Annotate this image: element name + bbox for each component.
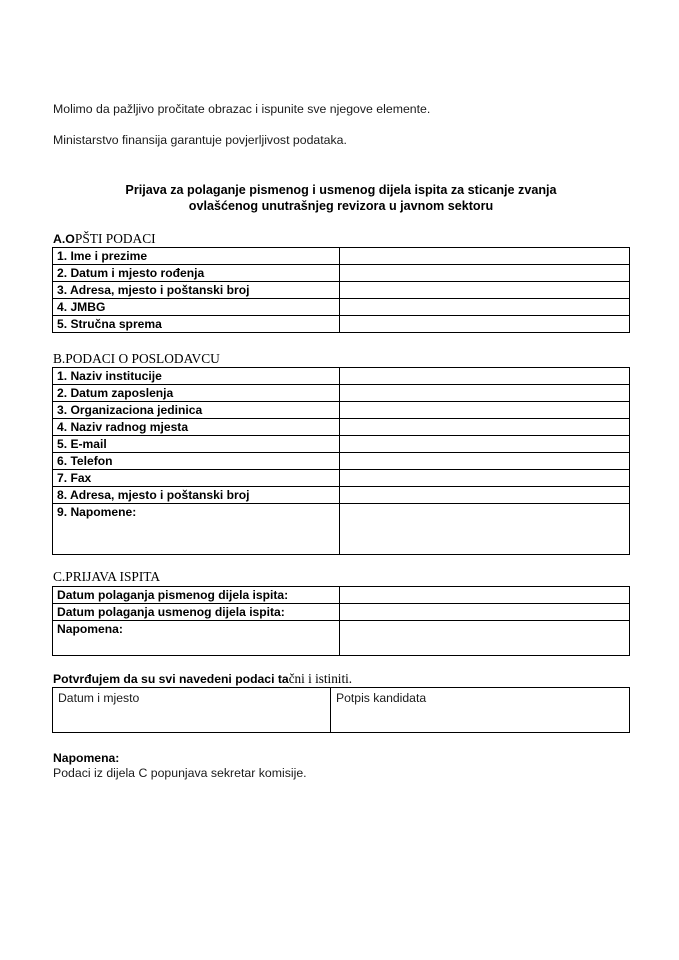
confirmation-serif-part: čni i istiniti. — [288, 671, 353, 686]
field-value[interactable] — [340, 621, 630, 656]
intro-line-2: Ministarstvo finansija garantuje povjerljivost podataka. — [53, 133, 347, 147]
field-value[interactable] — [340, 453, 630, 470]
table-row — [53, 402, 630, 419]
section-a-heading-prefix: A.O — [53, 232, 75, 246]
field-value[interactable] — [340, 504, 630, 555]
table-row — [53, 621, 630, 656]
table-section-c — [52, 586, 630, 656]
section-b-heading: B.PODACI O POSLODAVCU — [53, 351, 220, 366]
field-label: 8. Adresa, mjesto i poštanski broj — [53, 487, 340, 504]
field-value[interactable] — [340, 402, 630, 419]
table-row — [53, 604, 630, 621]
field-value[interactable] — [340, 419, 630, 436]
document-title-line-1: Prijava za polaganje pismenog i usmenog dijela ispita za sticanje zvanja — [125, 183, 557, 197]
field-label: Datum polaganja usmenog dijela ispita: — [53, 604, 340, 621]
field-label: 7. Fax — [53, 470, 340, 487]
signature-cell[interactable]: Potpis kandidata — [331, 688, 630, 733]
field-value[interactable] — [340, 587, 630, 604]
field-value[interactable] — [340, 248, 630, 265]
table-section-a — [52, 247, 630, 333]
field-label: 5. E-mail — [53, 436, 340, 453]
footnote-title: Napomena: — [53, 751, 120, 765]
field-value[interactable] — [340, 487, 630, 504]
field-value[interactable] — [340, 436, 630, 453]
table-signature — [52, 687, 630, 733]
intro-line-1: Molimo da pažljivo pročitate obrazac i ispunite sve njegove elemente. — [53, 102, 431, 116]
date-place-cell[interactable]: Datum i mjesto — [53, 688, 331, 733]
section-c-heading: C.PRIJAVA ISPITA — [53, 569, 161, 584]
table-row — [53, 688, 630, 733]
confirmation-bold-part: Potvrđujem da su svi navedeni podaci ta — [53, 672, 289, 686]
field-label: 2. Datum i mjesto rođenja — [53, 265, 340, 282]
field-label: 1. Naziv institucije — [53, 368, 340, 385]
document-title-line-2: ovlašćenog unutrašnjeg revizora u javnom sektoru — [188, 199, 494, 213]
table-row — [53, 436, 630, 453]
footnote-body: Podaci iz dijela C popunjava sekretar komisije. — [53, 766, 307, 780]
field-value[interactable] — [340, 265, 630, 282]
table-row — [53, 487, 630, 504]
table-row — [53, 419, 630, 436]
field-label: 4. Naziv radnog mjesta — [53, 419, 340, 436]
field-label: 3. Adresa, mjesto i poštanski broj — [53, 282, 340, 299]
field-label: 6. Telefon — [53, 453, 340, 470]
section-a-heading — [53, 231, 156, 247]
field-label: 9. Napomene: — [53, 504, 340, 555]
table-row — [53, 453, 630, 470]
table-row — [53, 248, 630, 265]
field-label: 3. Organizaciona jedinica — [53, 402, 340, 419]
field-value[interactable] — [340, 385, 630, 402]
field-label: 1. Ime i prezime — [53, 248, 340, 265]
field-value[interactable] — [340, 604, 630, 621]
table-row — [53, 368, 630, 385]
field-value[interactable] — [340, 368, 630, 385]
section-a-heading-rest: PŠTI PODACI — [74, 231, 156, 246]
field-label: 4. JMBG — [53, 299, 340, 316]
field-value[interactable] — [340, 282, 630, 299]
field-label: 5. Stručna sprema — [53, 316, 340, 333]
document-title — [53, 182, 629, 214]
field-value[interactable] — [340, 299, 630, 316]
table-row — [53, 299, 630, 316]
table-row — [53, 385, 630, 402]
table-row — [53, 316, 630, 333]
table-row — [53, 282, 630, 299]
field-label: Napomena: — [53, 621, 340, 656]
field-label: 2. Datum zaposlenja — [53, 385, 340, 402]
confirmation-statement — [53, 671, 352, 687]
table-section-b — [52, 367, 630, 555]
table-row — [53, 504, 630, 555]
field-label: Datum polaganja pismenog dijela ispita: — [53, 587, 340, 604]
field-value[interactable] — [340, 470, 630, 487]
field-value[interactable] — [340, 316, 630, 333]
table-row — [53, 265, 630, 282]
table-row — [53, 587, 630, 604]
table-row — [53, 470, 630, 487]
